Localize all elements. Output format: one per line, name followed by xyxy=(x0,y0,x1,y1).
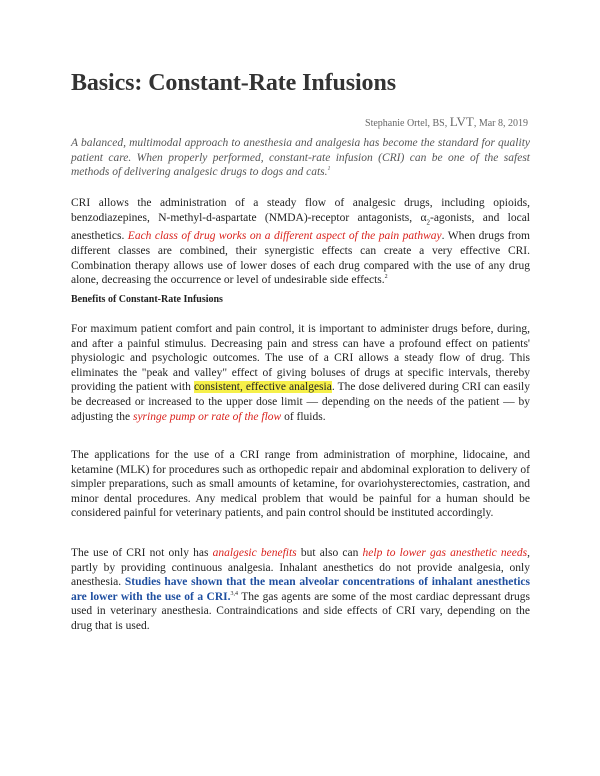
reference-marker: 3,4 xyxy=(230,590,239,597)
paragraph-text: . The dose delivered during CRI can easily be decreased or increased to the upper dose limit — depending on the needs of the patient — by adjusting the xyxy=(71,381,530,423)
paragraph-text: The gas agents are some of the most cardiac depressant drugs used in veterinary anesthesia. Contraindications and side effects of CRI vary, depending on the drug that is used. xyxy=(71,590,530,632)
byline-separator: , xyxy=(473,118,479,129)
author-degree: BS xyxy=(432,118,445,129)
page-title: Basics: Constant-Rate Infusions xyxy=(71,70,396,96)
paragraph-text: of fluids. xyxy=(281,410,326,423)
paragraph-text: The use of CRI not only has xyxy=(71,547,213,559)
paragraph-text: -agonists, and local anesthetics. xyxy=(71,211,530,243)
reference-marker: 1 xyxy=(327,166,331,173)
paragraph-benefits xyxy=(71,322,530,424)
paragraph-text: . When drugs from different classes are combined, their synergistic effects can create a very effective CRI. Combination therapy allows use of lower doses of each drug compared with the use of any drug alone, decreasing the occurrence or level of undesirable side effects. xyxy=(71,230,531,287)
section-heading: Benefits of Constant-Rate Infusions xyxy=(71,294,223,305)
paragraph-text: but also can xyxy=(296,547,363,559)
paragraph-text: , partly by providing continuous analgesia. Inhalant anesthetics do not provide analgesia, only anesthesia. xyxy=(71,547,530,589)
publish-date: Mar 8, 2019 xyxy=(478,118,528,129)
paragraph-text: CRI allows the administration of a steady flow of analgesic drugs, including opioids, benzodiazepines, N-methyl-d-aspartate (NMDA)-receptor antagonists, α xyxy=(71,197,530,224)
byline-separator: , xyxy=(427,118,433,129)
intro-paragraph xyxy=(71,136,530,180)
author-name: Stephanie Ortel xyxy=(365,118,428,129)
byline-separator: , xyxy=(444,118,450,129)
intro-text: A balanced, multimodal approach to anesthesia and analgesia has become the standard for quality patient care. When properly performed, constant-rate infusion (CRI) can be one of the safest methods of delivering analgesic drugs to dogs and cats. xyxy=(71,137,530,179)
paragraph-text: The applications for the use of a CRI range from administration of morphine, lidocaine, and ketamine (MLK) for procedures such as orthopedic repair and abdominal exploration to delivery of simpler preparations, such as small amounts of ketamine, for ovariohysterectomies, castration, and minor dental procedures. Any medical problem that would be painful for a human should be considered painful for veterinary patients, and pain control should be instituted accordingly. xyxy=(71,449,530,520)
red-italic-emphasis: help to lower gas anesthetic needs xyxy=(362,547,528,559)
subscript: 2 xyxy=(426,217,430,226)
blue-bold-emphasis: Studies have shown that the mean alveolar concentrations of inhalant anesthetics are lower with the use of a CRI. xyxy=(71,576,530,603)
author-credential: LVT xyxy=(449,114,474,129)
reference-marker: 2 xyxy=(384,274,388,281)
red-italic-emphasis: syringe pump or rate of the flow xyxy=(132,410,282,423)
paragraph-gas-anesthetic xyxy=(71,546,530,634)
paragraph-applications xyxy=(71,448,530,521)
red-italic-emphasis: analgesic benefits xyxy=(212,547,297,559)
highlighted-text: consistent, effective analgesia xyxy=(193,381,332,394)
paragraph-cri-overview xyxy=(71,196,530,288)
paragraph-text: For maximum patient comfort and pain control, it is important to administer drugs before, during, and after a painful stimulus. Decreasing pain and stress can have a profound effect on patients' physiologic and psychologic outcomes. The use of a CRI allows a steady flow of drug. This eliminates the "peak and valley" effect of giving boluses of drugs at specific intervals, thereby providing the patient with xyxy=(71,323,530,394)
byline xyxy=(365,114,528,130)
red-italic-emphasis: Each class of drug works on a different aspect of the pain pathway xyxy=(127,230,442,243)
